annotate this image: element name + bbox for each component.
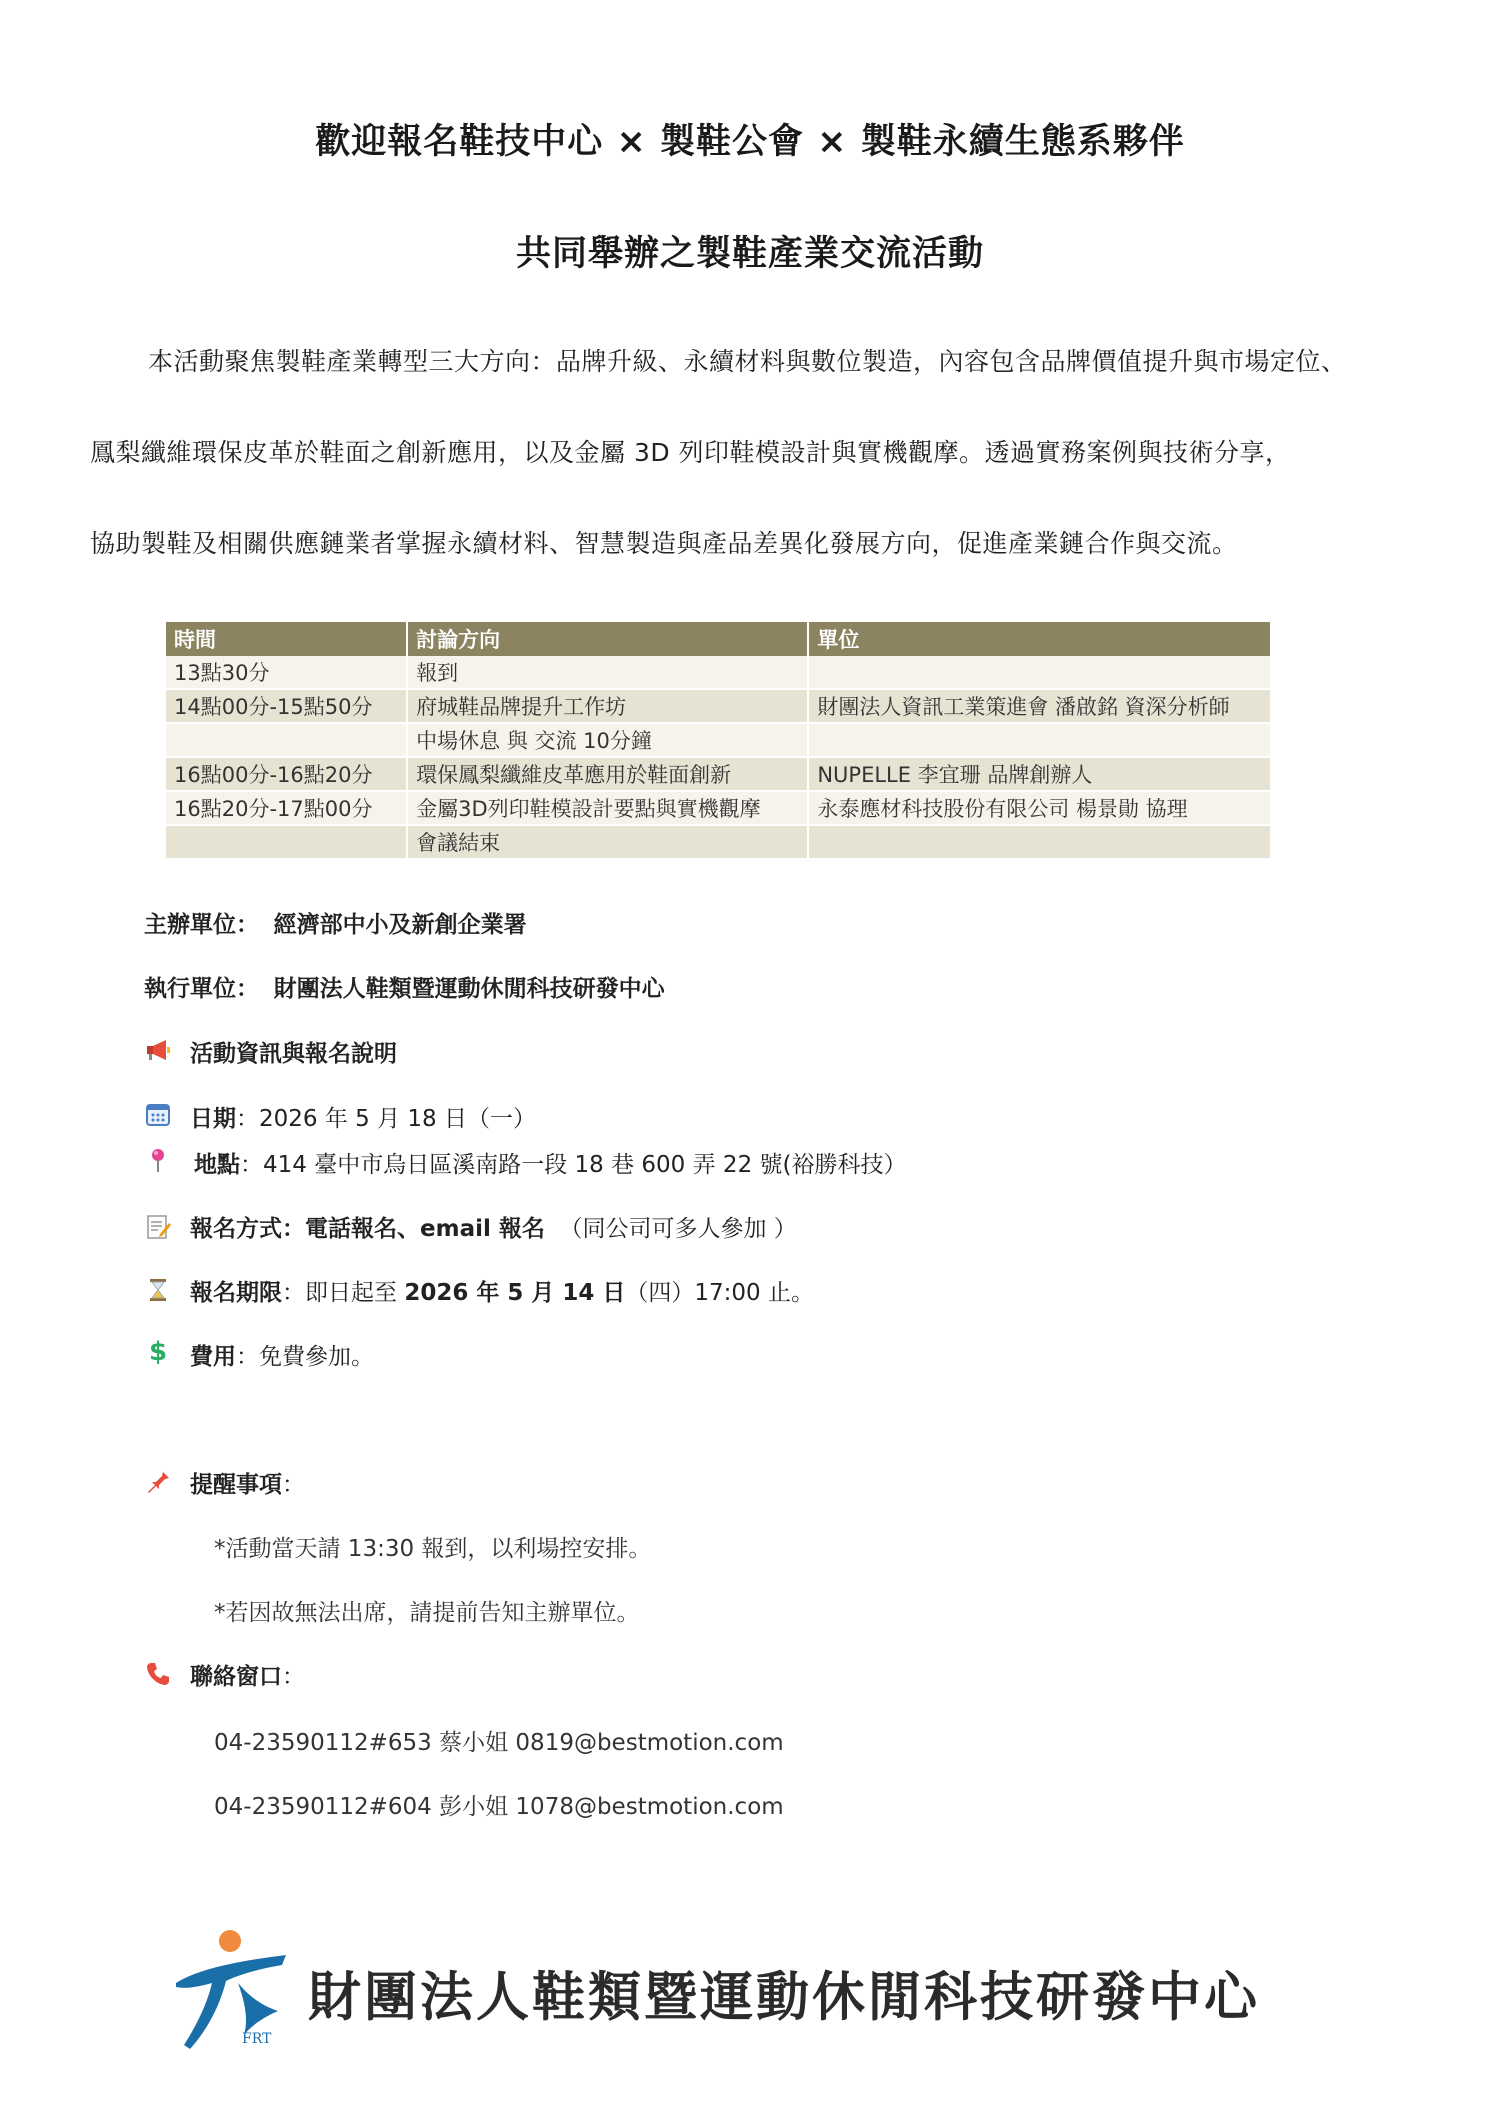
megaphone-icon [144,1036,172,1064]
memo-icon [144,1212,172,1240]
schedule-header-row [166,622,1271,656]
reminder-item: *若因故無法出席，請提前告知主辦單位。 [214,1600,640,1626]
contact-item: 04-23590112#604 彭小姐 1078@bestmotion.com [214,1794,784,1820]
contact-item: 04-23590112#653 蔡小姐 0819@bestmotion.com [214,1730,784,1756]
intro-line-1: 本活動聚焦製鞋產業轉型三大方向：品牌升級、永續材料與數位製造，內容包含品牌價值提升與市場定位、 [148,347,1347,376]
deadline-label: 報名期限 [190,1280,282,1306]
date-value: ：2026 年 5 月 18 日（一） [236,1106,536,1132]
fee-line [190,1338,374,1371]
cell-topic: 環保鳳梨纖維皮革應用於鞋面創新 [407,757,808,791]
organizer-line [144,906,527,939]
header-topic: 討論方向 [407,622,808,656]
cell-unit [808,723,1271,757]
signup-label: 報名方式 [190,1216,282,1242]
deadline-date: 2026 年 5 月 14 日 [404,1280,626,1306]
intro-line-2: 鳳梨纖維環保皮革於鞋面之創新應用，以及金屬 3D 列印鞋模設計與實機觀摩。透過實務案例與技術分享， [90,438,1291,467]
deadline-post: （四）17:00 止。 [625,1280,814,1306]
phone-icon [144,1660,172,1688]
hourglass-icon [144,1276,172,1304]
date-label: 日期 [190,1106,236,1132]
cell-time [166,723,407,757]
table-row [166,656,1271,689]
executor-line [144,970,665,1003]
signup-note: （同公司可多人參加 ） [559,1216,797,1242]
calendar-icon [144,1100,172,1128]
cell-topic: 中場休息 與 交流 10分鐘 [407,723,808,757]
location-line [194,1146,906,1179]
executor-value: 財團法人鞋類暨運動休閒科技研發中心 [273,976,665,1002]
cell-unit: 永泰應材科技股份有限公司 楊景勛 協理 [808,791,1271,825]
location-value: ：414 臺中市烏日區溪南路一段 18 巷 600 弄 22 號(裕勝科技） [240,1152,907,1178]
reminder-item: *活動當天請 13:30 報到，以利場控安排。 [214,1536,652,1562]
pushpin-icon [144,1466,172,1494]
header-time: 時間 [166,622,407,656]
contact-title: 聯絡窗口： [190,1664,305,1690]
reminder-title: 提醒事項： [190,1472,305,1498]
dollar-icon: $ [148,1337,168,1367]
table-row [166,689,1271,723]
cell-topic: 報到 [407,656,808,689]
cell-time: 16點20分-17點00分 [166,791,407,825]
fee-label: 費用 [190,1344,236,1370]
cell-unit [808,825,1271,859]
table-row [166,825,1271,859]
cell-topic: 府城鞋品牌提升工作坊 [407,689,808,723]
location-label: 地點 [194,1152,240,1178]
deadline-pre: ：即日起至 [282,1280,405,1306]
executor-label: 執行單位： [144,976,259,1002]
table-row [166,723,1271,757]
table-row [166,791,1271,825]
page-title: 歡迎報名鞋技中心 × 製鞋公會 × 製鞋永續生態系夥伴 [315,122,1185,162]
signup-value: ：電話報名、email 報名 [282,1216,545,1242]
page-subtitle: 共同舉辦之製鞋產業交流活動 [515,234,984,274]
organizer-value: 經濟部中小及新創企業署 [273,912,527,938]
schedule-table [166,622,1272,860]
intro-line-3: 協助製鞋及相關供應鏈業者掌握永續材料、智慧製造與產品差異化發展方向，促進產業鏈合作與交流。 [90,529,1238,558]
cell-time [166,825,407,859]
cell-unit: NUPELLE 李宜珊 品牌創辦人 [808,757,1271,791]
cell-time: 14點00分-15點50分 [166,689,407,723]
deadline-line [190,1274,814,1307]
cell-time: 13點30分 [166,656,407,689]
cell-time: 16點00分-16點20分 [166,757,407,791]
fee-value: ：免費參加。 [236,1344,374,1370]
date-line [190,1100,536,1133]
logo-letters: FRT [242,2031,272,2047]
header-unit: 單位 [808,622,1271,656]
cell-unit [808,656,1271,689]
cell-topic: 金屬3D列印鞋模設計要點與實機觀摩 [407,791,808,825]
frt-logo [168,1925,298,2059]
cell-topic: 會議結束 [407,825,808,859]
pin-icon [144,1146,172,1174]
organizer-label: 主辦單位： [144,912,259,938]
section-info-title: 活動資訊與報名說明 [190,1041,397,1067]
signup-line [190,1210,797,1243]
table-row [166,757,1271,791]
footer-org-name: 財團法人鞋類暨運動休閒科技研發中心 [308,1967,1260,2028]
cell-unit: 財團法人資訊工業策進會 潘啟銘 資深分析師 [808,689,1271,723]
